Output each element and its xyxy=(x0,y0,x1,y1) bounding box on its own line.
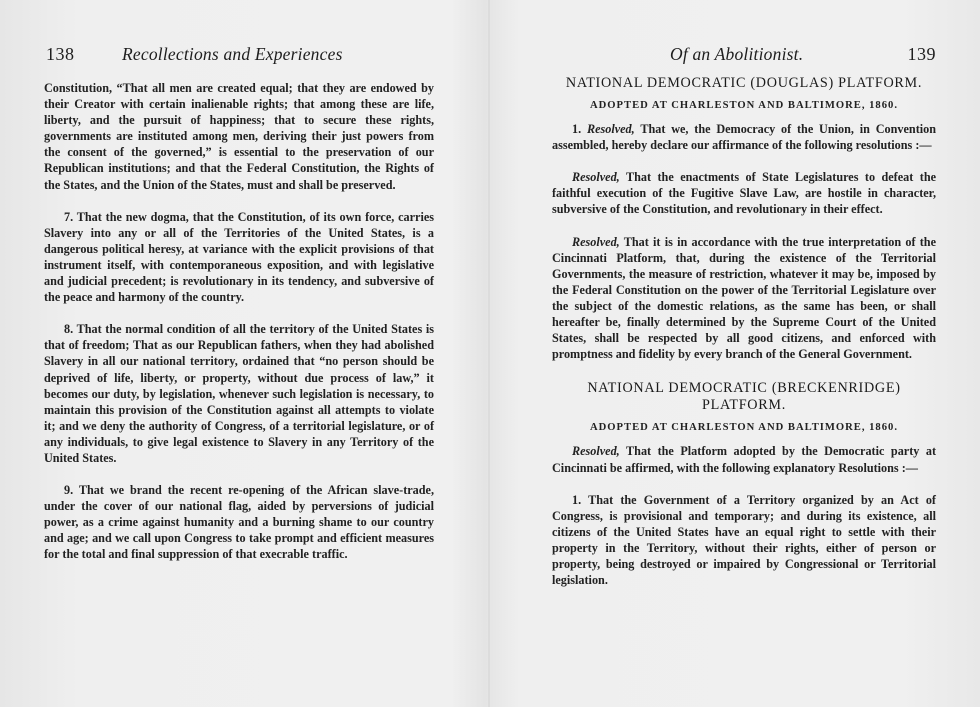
breckenridge-platform-heading: NATIONAL DEMOCRATIC (BRECKENRIDGE) PLATFORM. xyxy=(587,380,901,414)
breckenridge-resolution-intro xyxy=(552,443,936,475)
douglas-resolution-2-resolved: Resolved, xyxy=(572,170,620,185)
douglas-resolution-2 xyxy=(552,169,936,217)
left-running-title: Recollections and Experiences xyxy=(122,44,343,64)
left-paragraph-7: 7. That the new dogma, that the Constitution, of its own force, carries Slavery into any or all of the Territories of the United States, is a dangerous political heresy, at variance with the explicit provisions of that instrument itself, with contemporaneous exposition, and with legislative and judicial precedent; is revolutionary in its tendency, and subversive of the peace and harmony of the country. xyxy=(44,209,434,305)
right-page xyxy=(552,0,936,707)
left-page-number: 138 xyxy=(46,44,75,64)
book-gutter xyxy=(488,0,490,707)
breckenridge-adopted-line: ADOPTED AT CHARLESTON AND BALTIMORE, 1860. xyxy=(590,422,898,434)
left-paragraph-8: 8. That the normal condition of all the territory of the United States is that of freedom; That as our Republican fathers, when they had abolished Slavery in all our national territory, ordained that “no person should be deprived of life, liberty, or property, without due process of law,” it becomes our duty, by legislation, whenever such legislation is necessary, to maintain this provision of the Constitution against all attempts to violate it; and we deny the authority of Congress, of a territorial legislature, or of any individuals, to give legal existence to Slavery in any Territory of the United States. xyxy=(44,322,434,465)
douglas-resolution-3-resolved: Resolved, xyxy=(572,234,620,249)
right-page-number: 139 xyxy=(907,44,936,64)
right-body xyxy=(552,75,936,588)
douglas-resolution-1-text: That we, the Democracy of the Union, in Convention assembled, hereby declare our affirmance of the following resolutions :— xyxy=(552,122,937,153)
left-paragraph-9: 9. That we brand the recent re-opening of the African slave-trade, under the cover of our national flag, aided by perversions of judicial power, as a crime against humanity and a burning shame to our country and age; and we call upon Congress to take prompt and efficient measures for the total and final suppression of that execrable traffic. xyxy=(44,483,434,562)
left-body xyxy=(44,80,434,563)
douglas-adopted-line: ADOPTED AT CHARLESTON AND BALTIMORE, 1860. xyxy=(590,100,898,111)
douglas-resolution-1-resolved: Resolved, xyxy=(586,122,635,137)
douglas-resolution-1 xyxy=(552,121,936,153)
left-paragraph-continuation: Constitution, “That all men are created equal; that they are endowed by their Creator with certain inalienable rights; that among these are life, liberty, and the pursuit of happiness; that to secure these rights, governments are instituted among men, deriving their just powers from the consent of the governed,” is essential to the preservation of our Republican institutions; and that the Federal Constitution, the Rights of the States, and the Union of the States, must and shall be preserved. xyxy=(44,81,434,192)
breckenridge-resolution-intro-text: That the Platform adopted by the Democratic party at Cincinnati be affirmed, with the following explanatory Resolutions :— xyxy=(552,444,937,475)
left-page xyxy=(44,0,434,707)
right-running-title: Of an Abolitionist. xyxy=(670,44,804,64)
douglas-platform-heading: NATIONAL DEMOCRATIC (DOUGLAS) PLATFORM. xyxy=(565,75,923,91)
douglas-resolution-3-text: That it is in accordance with the true interpretation of the Cincinnati Platform, that, during the existence of the Territorial Governments, the measure of restriction, whatever it may be, imposed by the Federal Constitution on the power of the Territorial Legislature over the subject of the domestic relations, as the same has been, or shall hereafter be, finally determined by the Supreme Court of the United States, shall be respected by all good citizens, and enforced with promptness and fidelity by every branch of the General Government. xyxy=(552,234,936,362)
left-running-head xyxy=(44,44,434,70)
douglas-resolution-1-number: 1. xyxy=(572,122,582,137)
right-running-head xyxy=(552,44,936,70)
douglas-resolution-3 xyxy=(552,234,936,363)
breckenridge-resolution-intro-resolved: Resolved, xyxy=(572,444,620,459)
douglas-resolution-2-text: That the enactments of State Legislatures to defeat the faithful execution of the Fugitive Slave Law, are hostile in character, subversive of the Constitution, and revolutionary in their effect. xyxy=(552,170,937,217)
breckenridge-resolution-1: 1. That the Government of a Territory organized by an Act of Congress, is provisional and temporary; and during its existence, all citizens of the United States have an equal right to settle with their property in the Territory, without their rights, either of person or property, being destroyed or impaired by Congressional or Territorial legislation. xyxy=(552,492,936,588)
